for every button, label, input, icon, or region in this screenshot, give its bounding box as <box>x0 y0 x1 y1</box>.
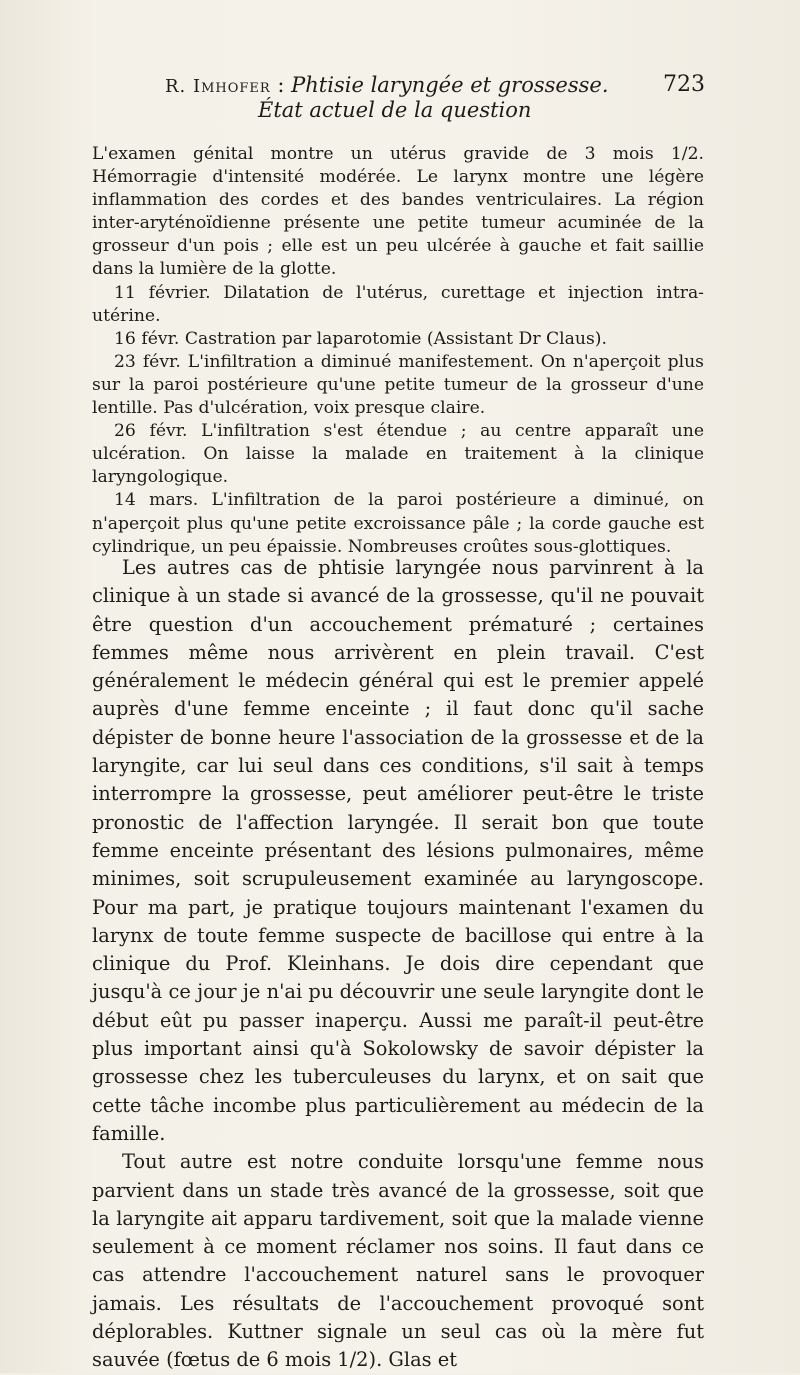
article-subtitle: État actuel de la question <box>258 98 532 122</box>
case-note-paragraph: 16 févr. Castration par laparotomie (Assistant Dr Claus). <box>114 328 607 349</box>
article-title: Phtisie laryngée et grossesse. <box>291 73 609 97</box>
case-note-paragraph: 14 mars. L'infiltration de la paroi postérieure a diminué, on n'aperçoit plus qu'une petite excroissance pâle ; la corde gauche est cylindrique, un peu épaissie. Nombreuses croûtes sous-glottiques. <box>92 490 704 557</box>
case-note-paragraph: L'examen génital montre un utérus gravide de 3 mois 1/2. Hémorragie d'intensité modérée. Le larynx montre une légère inflammation des cordes et des bandes ventriculaires. La région inter-aryténoïdienne présente une petite tumeur acuminée de la grosseur d'un pois ; elle est un peu ulcérée à gauche et fait saillie dans la lumière de la glotte. <box>92 144 704 280</box>
main-text <box>92 554 704 1375</box>
body-paragraph: Tout autre est notre conduite lorsqu'une femme nous parvient dans un stade très avancé de la grossesse, soit que la laryngite ait apparu tardivement, soit que la malade vienne seulement à ce moment réclamer nos soins. Il faut dans ce cas attendre l'accouchement naturel sans le provoquer jamais. Les résultats de l'accouchement provoqué sont déplorables. Kuttner signale un seul cas où la mère fut sauvée (fœtus de 6 mois 1/2). Glas et <box>92 1150 704 1372</box>
case-note-paragraph: 23 févr. L'infiltration a diminué manifestement. On n'aperçoit plus sur la paroi postérieure qu'une petite tumeur de la grosseur d'une lentille. Pas d'ulcération, voix presque claire. <box>92 351 704 419</box>
case-note-paragraph: 26 févr. L'infiltration s'est étendue ; au centre apparaît une ulcération. On laisse la malade en traitement à la clinique laryngologique. <box>92 421 704 488</box>
case-note-paragraph: 11 février. Dilatation de l'utérus, curettage et injection intra-utérine. <box>92 282 704 326</box>
body-paragraph: Les autres cas de phtisie laryngée nous parvinrent à la clinique à un stade si avancé de la grossesse, qu'il ne pouvait être question d'un accouchement prématuré ; certaines femmes même nous arrivèrent en plein travail. C'est généralement le médecin général qui est le premier appelé auprès d'une femme enceinte ; il faut donc qu'il sache dépister de bonne heure l'association de la grossesse et de la laryngite, car lui seul dans ces conditions, s'il sait à temps interrompre la grossesse, peut améliorer peut-être le triste pronostic de l'affection laryngée. Il serait bon que toute femme enceinte présentant des lésions pulmonaires, même minimes, soit scrupuleusement examinée au laryngoscope. Pour ma part, je pratique toujours maintenant l'examen du larynx de toute femme suspecte de bacillose qui entre à la clinique du Prof. Kleinhans. Je dois dire cependant que jusqu'à ce jour je n'ai pu découvrir une seule laryngite dont le début eût pu passer inaperçu. Aussi me paraît-il peut-être plus important ainsi qu'à Sokolowsky de savoir dépister la grossesse chez les tuberculeuses du larynx, et on sait que cette tâche incombe plus particulièrement au médecin de la famille. <box>92 556 704 1145</box>
header-separator: : <box>270 73 292 97</box>
author-name: R. Imhofer <box>165 76 271 97</box>
page-number: 723 <box>663 72 705 97</box>
running-head <box>165 72 705 100</box>
case-notes <box>92 143 704 559</box>
